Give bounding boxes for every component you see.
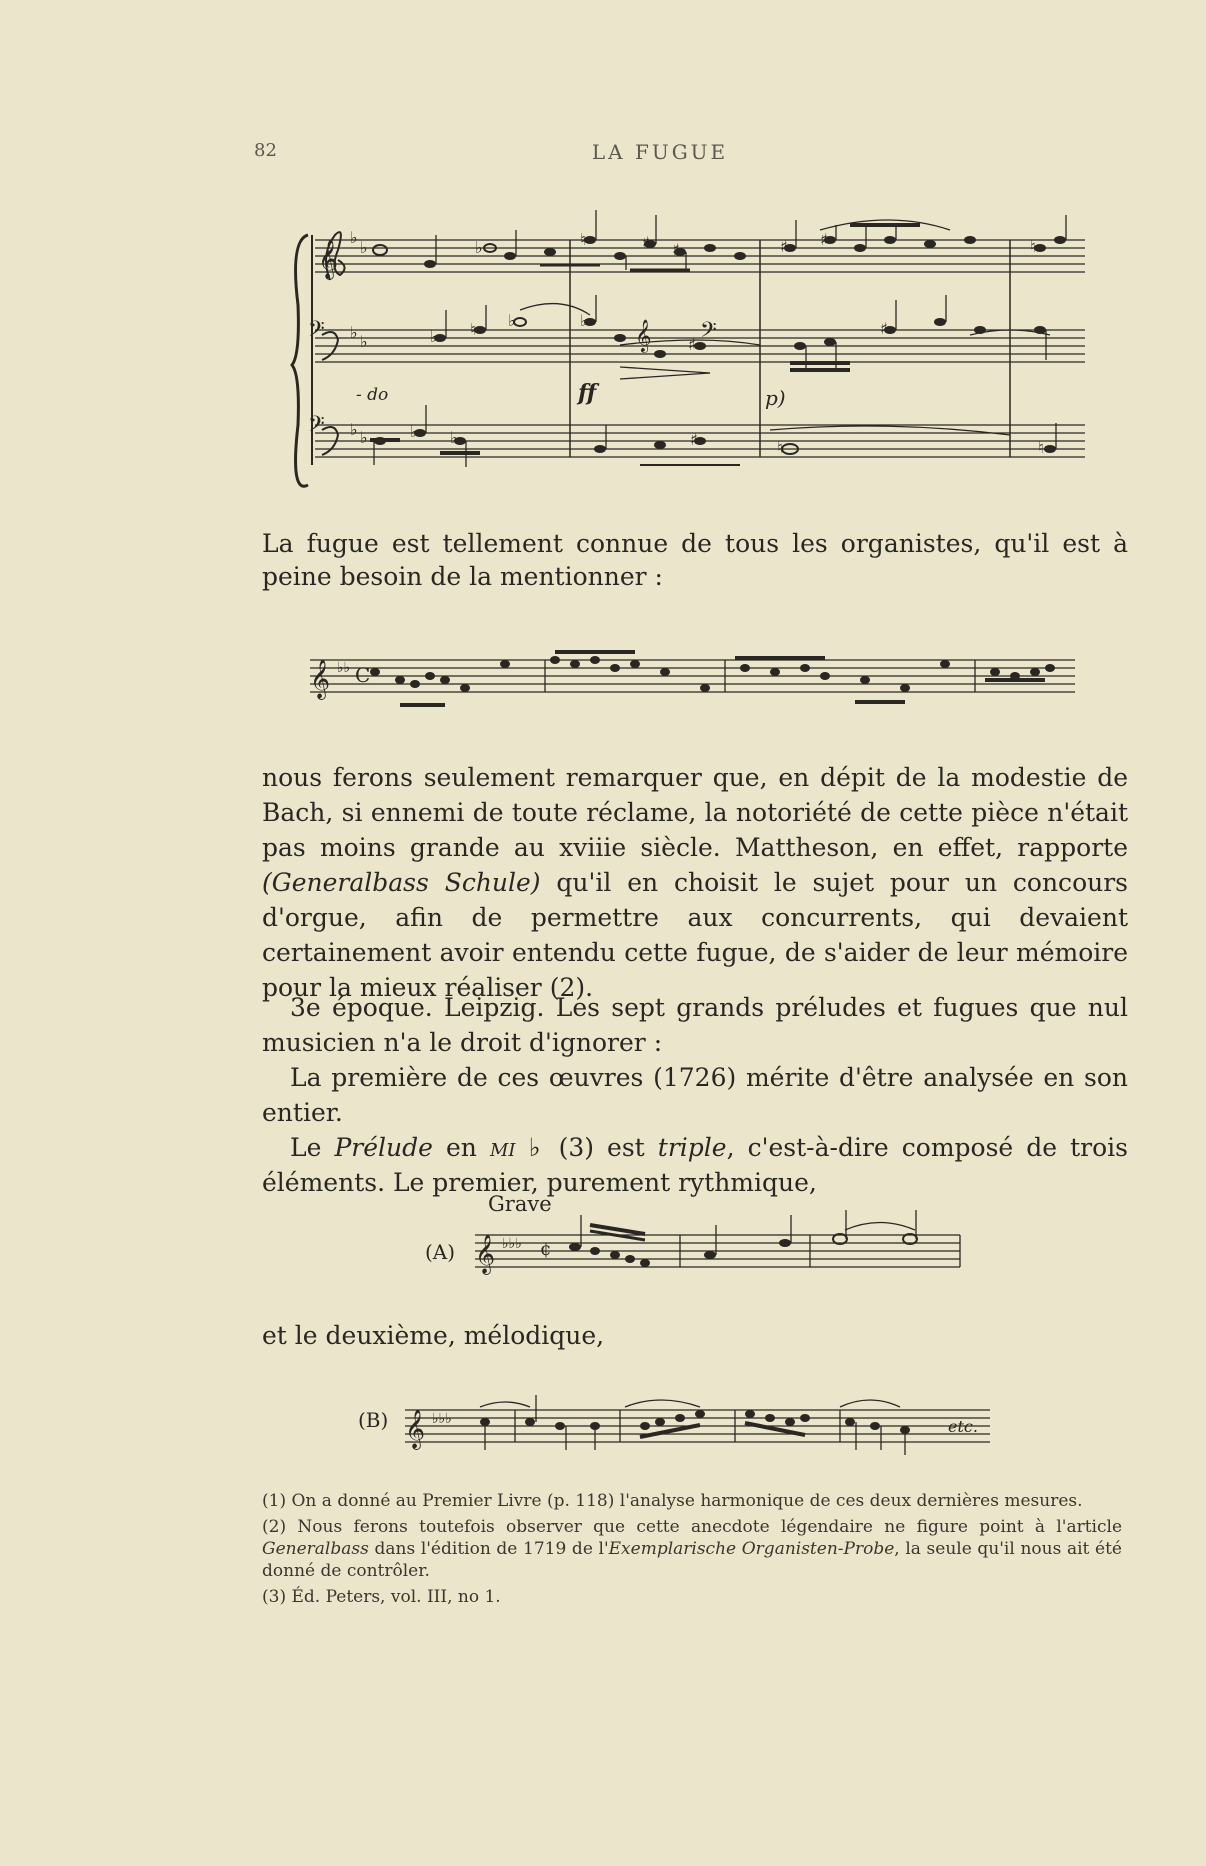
footnote-2-it2: Exemplarische Organisten-Probe [608, 1539, 895, 1559]
score-example-b [400, 1385, 1000, 1465]
svg-text:♭: ♭ [410, 422, 418, 441]
svg-text:♮: ♮ [1030, 237, 1036, 256]
score-subject-image [305, 630, 1085, 720]
footnote-1: (1) On a donné au Premier Livre (p. 118) l'analyse harmonique de ces deux dernières mesures. [262, 1491, 1083, 1511]
paragraph-3-line3-c: (3) est [545, 1133, 658, 1162]
paragraph-2-italic: (Generalbass Schule) [262, 868, 541, 897]
score-example-b-image [400, 1385, 1000, 1465]
paragraph-3-line3-d: , c'est-à-dire composé de trois éléments. Le premier, purement rythmique, [262, 1133, 1129, 1197]
paragraph-3-prelude: Prélude [334, 1133, 433, 1162]
score-example-a-image [470, 1210, 970, 1290]
running-title: LA FUGUE [591, 140, 729, 164]
footnote-2 [262, 1516, 1122, 1582]
paragraph-3-line3 [262, 1130, 1128, 1200]
svg-text:♭: ♭ [360, 332, 368, 351]
svg-text:𝄢: 𝄢 [700, 318, 717, 348]
score-example-a [470, 1210, 970, 1290]
svg-text:♮: ♮ [777, 438, 783, 457]
score-subject [305, 630, 1085, 720]
svg-text:♯: ♯ [672, 240, 680, 259]
footnote-3: (3) Éd. Peters, vol. III, no 1. [262, 1587, 501, 1607]
paragraph-3-line2: La première de ces œuvres (1726) mérite d'être analysée en son entier. [262, 1063, 1128, 1127]
paragraph-3-line3-a: Le [290, 1133, 335, 1162]
example-a-tempo: Grave [488, 1192, 552, 1216]
footnote-2-it1: Generalbass [262, 1539, 369, 1559]
svg-text:♭♭♭: ♭♭♭ [432, 1411, 452, 1427]
svg-text:♭: ♭ [450, 428, 458, 447]
svg-text:♯: ♯ [642, 233, 650, 252]
paragraph-1: La fugue est tellement connue de tous les organistes, qu'il est à peine besoin de la mentionner : [262, 529, 1128, 591]
svg-text:♭: ♭ [350, 323, 358, 342]
dynamic-ff: ff [578, 380, 597, 406]
score-top-image [290, 195, 1090, 495]
svg-text:𝄢: 𝄢 [308, 412, 325, 442]
example-a-label: (A) [425, 1240, 456, 1264]
paragraph-3-triple: triple [657, 1133, 727, 1162]
svg-text:♭: ♭ [350, 228, 358, 247]
paragraph-4: et le deuxième, mélodique, [262, 1321, 605, 1350]
page-number: 82 [254, 140, 277, 161]
svg-text:𝄞: 𝄞 [405, 1409, 426, 1449]
svg-text:¢: ¢ [540, 1239, 552, 1260]
svg-text:𝄞: 𝄞 [475, 1234, 496, 1274]
svg-text:𝄞: 𝄞 [310, 659, 331, 699]
svg-text:♭: ♭ [350, 420, 358, 439]
svg-text:𝄞: 𝄞 [635, 319, 652, 352]
svg-text:♭: ♭ [475, 238, 483, 257]
svg-text:♭: ♭ [360, 238, 368, 257]
svg-text:C: C [355, 663, 371, 687]
svg-text:♭♭♭: ♭♭♭ [502, 1236, 522, 1252]
svg-text:♯: ♯ [780, 237, 788, 256]
svg-text:♯: ♯ [880, 319, 888, 338]
page-header [0, 140, 1206, 170]
paragraph-2-part1: nous ferons seulement remarquer que, en dépit de la modestie de Bach, si ennemi de toute réclame, la notoriété de cette pièce n'était pas moins grande au xviiie siècle. Mattheson, en effet, rapporte [262, 763, 1128, 862]
svg-text:♭: ♭ [508, 311, 516, 330]
score-syllable: - do [356, 385, 389, 405]
dynamic-p: p) [765, 386, 786, 410]
footnote-2-c: , la seule qu'il nous ait été donné de contrôler. [262, 1539, 1122, 1581]
svg-text:𝄞: 𝄞 [318, 239, 339, 279]
svg-text:♯: ♯ [688, 335, 696, 354]
example-b-etc: etc. [948, 1417, 978, 1436]
paragraph-2-part2: qu'il en choisit le sujet pour un concours d'orgue, afin de permettre aux concurrents, qui devaient certainement avoir entendu cette fugue, de s'aider de leur mémoire pour la mieux réaliser (2). [262, 868, 1128, 1002]
svg-text:♮: ♮ [1038, 438, 1044, 457]
footnote-2-a: (2) Nous ferons toutefois observer que cette anecdote légendaire ne figure point à l'article [262, 1517, 1122, 1537]
paragraph-3 [262, 990, 1128, 1200]
paragraph-3-line3-b: en [432, 1133, 490, 1162]
svg-text:♯: ♯ [690, 430, 698, 449]
paragraph-3-line1: 3e époque. Leipzig. Les sept grands préludes et fugues que nul musicien n'a le droit d'ignorer : [262, 993, 1128, 1057]
svg-text:𝄢: 𝄢 [308, 317, 325, 347]
footnote-2-b: dans l'édition de 1719 de l' [368, 1539, 609, 1559]
svg-text:♮: ♮ [580, 230, 586, 249]
svg-text:♭: ♭ [580, 311, 588, 330]
svg-text:♮: ♮ [470, 320, 476, 339]
example-b-label: (B) [358, 1408, 389, 1432]
svg-text:♭: ♭ [430, 327, 438, 346]
footnotes [262, 1490, 1122, 1612]
svg-text:♭: ♭ [360, 428, 368, 447]
score-top [290, 195, 1090, 495]
paragraph-2 [262, 760, 1128, 1005]
svg-text:♭♭: ♭♭ [337, 660, 351, 676]
svg-text:♯: ♯ [820, 230, 828, 249]
paragraph-3-key: mi ♭ [489, 1133, 546, 1162]
